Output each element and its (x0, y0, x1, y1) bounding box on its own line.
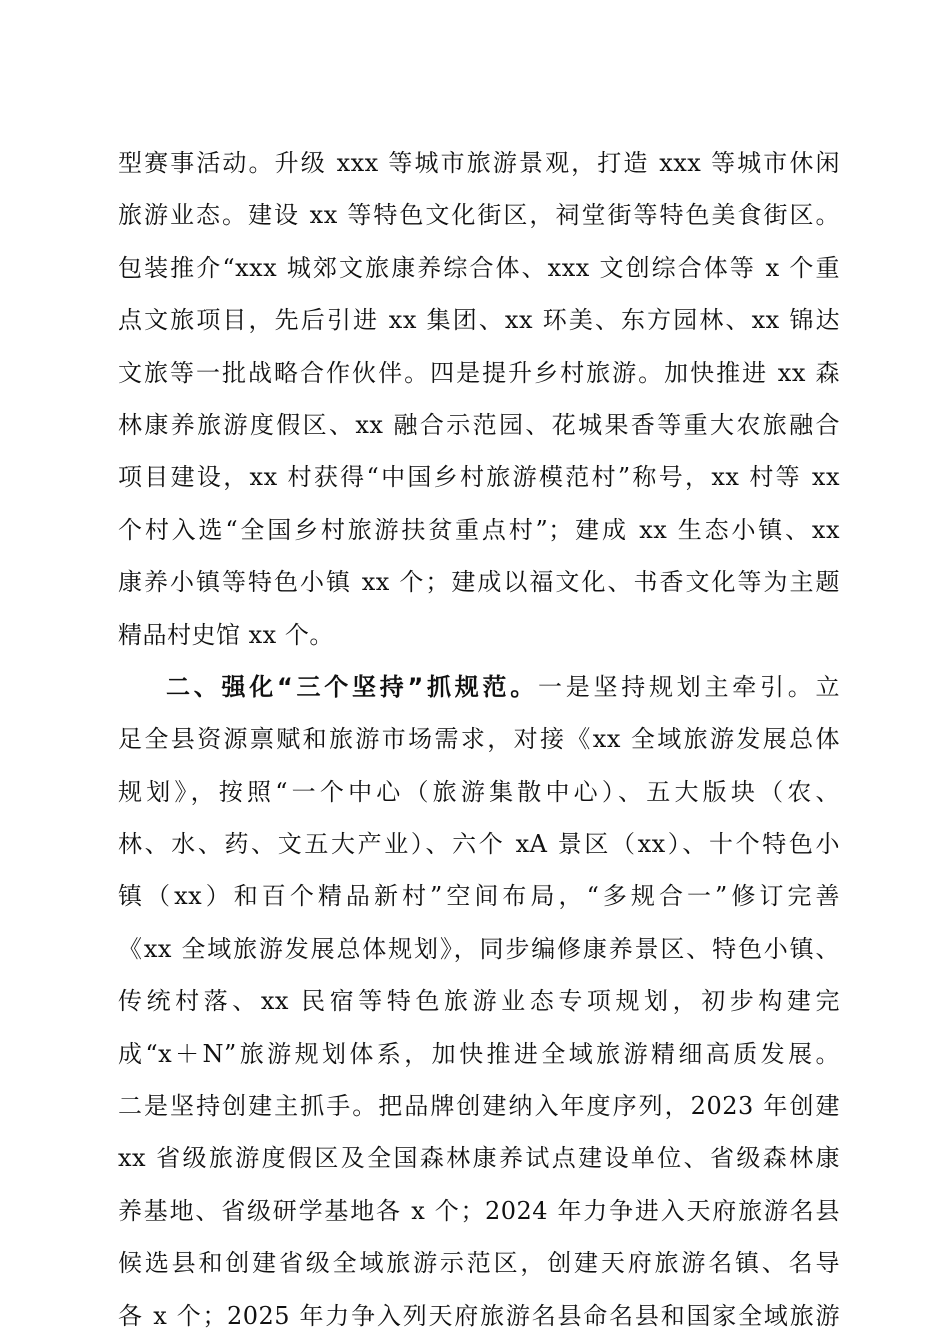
text-line: 各 x 个；2025 年力争入列天府旅游名县命名县和国家全域旅游 (118, 1301, 840, 1330)
text-line: 精品村史馆 xx 个。 (118, 620, 334, 649)
text-line: 养基地、省级研学基地各 x 个；2024 年力争进入天府旅游名县 (118, 1196, 840, 1225)
text-line: 文旅等一批战略合作伙伴。四是提升乡村旅游。加快推进 xx 森 (118, 358, 840, 387)
text-line: 二是坚持创建主抓手。把品牌创建纳入年度序列，2023 年创建 (118, 1092, 840, 1121)
text-line: 点文旅项目，先后引进 xx 集团、xx 环美、东方园林、xx 锦达 (118, 306, 840, 335)
text-line: 个村入选“全国乡村旅游扶贫重点村”；建成 xx 生态小镇、xx (118, 515, 840, 544)
text-line: 规划》，按照“一个中心（旅游集散中心）、五大版块（农、 (118, 777, 840, 806)
paragraph-1 (118, 137, 840, 661)
paragraph-2 (118, 661, 840, 1342)
heading-line-rest: 一是坚持规划主牵引。立 (538, 672, 841, 701)
text-line: 《xx 全域旅游发展总体规划》，同步编修康养景区、特色小镇、 (118, 934, 840, 963)
section-heading: 二、强化“三个坚持”抓规范。 (166, 672, 539, 701)
text-line: 镇（xx）和百个精品新村”空间布局，“多规合一”修订完善 (118, 882, 840, 911)
text-line: 项目建设，xx 村获得“中国乡村旅游模范村”称号，xx 村等 xx (118, 463, 840, 492)
text-line: 康养小镇等特色小镇 xx 个；建成以福文化、书香文化等为主题 (118, 568, 840, 597)
text-line: 足全县资源禀赋和旅游市场需求，对接《xx 全域旅游发展总体 (118, 725, 840, 754)
text-line: 传统村落、xx 民宿等特色旅游业态专项规划，初步构建完 (118, 987, 840, 1016)
text-line: 候选县和创建省级全域旅游示范区，创建天府旅游名镇、名导 (118, 1249, 840, 1278)
text-line: 旅游业态。建设 xx 等特色文化街区，祠堂街等特色美食街区。 (118, 201, 840, 230)
text-line: 林、水、药、文五大产业）、六个 xA 景区（xx）、十个特色小 (118, 830, 840, 859)
text-line: 林康养旅游度假区、xx 融合示范园、花城果香等重大农旅融合 (118, 410, 840, 439)
heading-line (118, 661, 840, 713)
text-line: 成“x＋N”旅游规划体系，加快推进全域旅游精细高质发展。 (118, 1039, 840, 1068)
text-line: 包装推介“xxx 城郊文旅康养综合体、xxx 文创综合体等 x 个重 (118, 253, 840, 282)
text-line: 型赛事活动。升级 xxx 等城市旅游景观，打造 xxx 等城市休闲 (118, 149, 840, 177)
text-line: xx 省级旅游度假区及全国森林康养试点建设单位、省级森林康 (118, 1144, 840, 1173)
